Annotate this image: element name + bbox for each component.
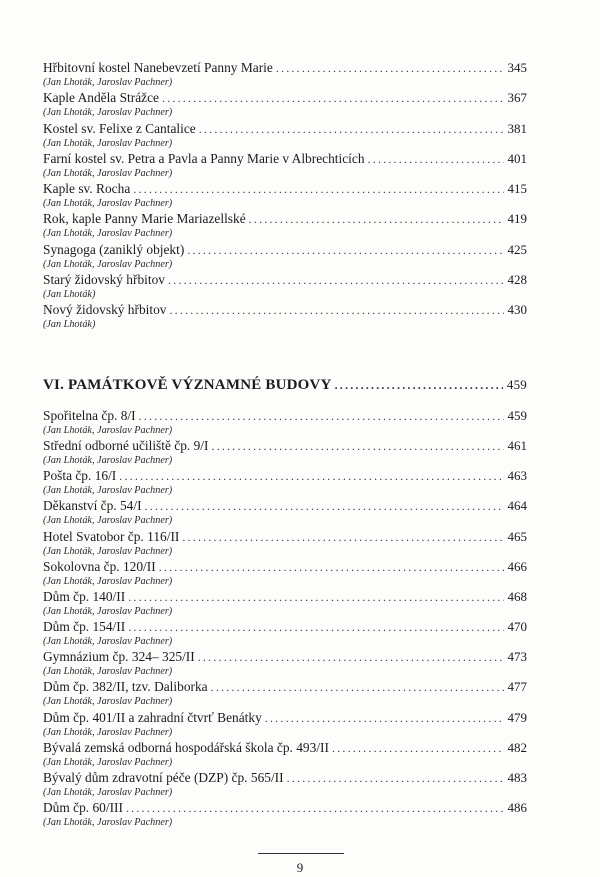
- entry-title: Bývalý dům zdravotní péče (DZP) čp. 565/II: [43, 769, 284, 785]
- dot-leader: [198, 649, 504, 665]
- entry-author: (Jan Lhoták, Jaroslav Pachner): [43, 258, 173, 270]
- dot-leader: [139, 408, 504, 424]
- dot-leader: [145, 498, 504, 514]
- footer-rule: [258, 853, 344, 854]
- dot-leader: [126, 800, 504, 816]
- section-heading-page: 459: [506, 377, 527, 392]
- entry-title: Rok, kaple Panny Marie Mariazellské: [43, 211, 246, 227]
- entry-author: (Jan Lhoták, Jaroslav Pachner): [43, 786, 173, 798]
- dot-leader: [249, 211, 504, 227]
- entry-page: 381: [507, 120, 527, 136]
- entry-page: 464: [507, 498, 527, 514]
- entry-author: (Jan Lhoták, Jaroslav Pachner): [43, 726, 173, 738]
- toc-entry: [43, 468, 527, 497]
- entry-author: (Jan Lhoták, Jaroslav Pachner): [43, 696, 173, 708]
- entry-page: 461: [507, 438, 527, 454]
- entry-page: 477: [507, 679, 527, 695]
- entry-title: Kostel sv. Felixe z Cantalice: [43, 120, 196, 136]
- entry-page: 470: [507, 619, 527, 635]
- entry-title: Farní kostel sv. Petra a Pavla a Panny Marie v Albrechticích: [43, 150, 365, 166]
- entry-page: 367: [507, 90, 527, 106]
- toc-entry: [43, 181, 527, 210]
- toc-entry: [43, 498, 527, 527]
- toc-entry: [43, 649, 527, 678]
- toc-entry: [43, 710, 527, 739]
- entry-title: Dům čp. 140/II: [43, 588, 126, 604]
- toc-entry: [43, 302, 527, 331]
- entry-page: 428: [507, 271, 527, 287]
- dot-leader: [159, 559, 504, 575]
- entry-title: Pošta čp. 16/I: [43, 468, 117, 484]
- dot-leader: [287, 770, 504, 786]
- entry-author: (Jan Lhoták, Jaroslav Pachner): [43, 636, 173, 648]
- entry-title: Kaple sv. Rocha: [43, 181, 131, 196]
- entry-author: (Jan Lhoták, Jaroslav Pachner): [43, 425, 173, 436]
- entry-author: (Jan Lhoták, Jaroslav Pachner): [43, 77, 173, 88]
- entry-title: Děkanství čp. 54/I: [43, 498, 142, 514]
- entry-page: 430: [507, 302, 527, 317]
- section-heading-title: VI. PAMÁTKOVĚ VÝZNAMNÉ BUDOVY: [43, 377, 332, 393]
- entry-title: Dům čp. 401/II a zahradní čtvrť Benátky: [43, 709, 262, 725]
- entry-page: 345: [507, 60, 527, 75]
- entry-author: (Jan Lhoták, Jaroslav Pachner): [43, 485, 173, 497]
- entry-author: (Jan Lhoták, Jaroslav Pachner): [43, 455, 173, 467]
- toc-entry: [43, 438, 527, 467]
- dot-leader: [169, 302, 503, 318]
- entry-author: (Jan Lhoták, Jaroslav Pachner): [43, 228, 173, 240]
- dot-leader: [211, 679, 504, 695]
- entry-author: (Jan Lhoták, Jaroslav Pachner): [43, 515, 173, 527]
- entry-title: Hotel Svatobor čp. 116/II: [43, 528, 180, 544]
- entry-title: Spořitelna čp. 8/I: [43, 408, 136, 423]
- entry-title: Hřbitovní kostel Nanebevzetí Panny Marie: [43, 60, 273, 75]
- toc-entry: [43, 242, 527, 271]
- entry-author: (Jan Lhoták, Jaroslav Pachner): [43, 545, 173, 557]
- dot-leader: [168, 272, 504, 288]
- entry-title: Kaple Anděla Strážce: [43, 90, 159, 106]
- entry-author: (Jan Lhoták, Jaroslav Pachner): [43, 666, 173, 678]
- entry-page: 415: [507, 181, 527, 196]
- dot-leader: [335, 377, 503, 393]
- entry-title: Synagoga (zaniklý objekt): [43, 241, 185, 257]
- page-number: 9: [296, 860, 304, 875]
- dot-leader: [128, 619, 503, 635]
- dot-leader: [187, 242, 503, 258]
- toc-entry: [43, 529, 527, 558]
- entry-page: 479: [507, 709, 527, 725]
- toc-entry: [43, 272, 527, 301]
- entry-page: 473: [507, 649, 527, 665]
- entry-page: 486: [507, 799, 527, 815]
- dot-leader: [332, 740, 504, 756]
- dot-leader: [276, 60, 504, 76]
- entry-page: 482: [507, 739, 527, 755]
- entry-author: (Jan Lhoták, Jaroslav Pachner): [43, 198, 173, 209]
- dot-leader: [212, 438, 504, 454]
- dot-leader: [199, 121, 504, 137]
- section-heading-vi: [43, 377, 527, 393]
- entry-author: (Jan Lhoták, Jaroslav Pachner): [43, 575, 173, 587]
- entry-page: 483: [507, 769, 527, 785]
- dot-leader: [182, 529, 503, 545]
- toc-entry: [43, 60, 527, 89]
- entry-author: (Jan Lhoták): [43, 319, 96, 330]
- entry-author: (Jan Lhoták, Jaroslav Pachner): [43, 605, 173, 617]
- entry-author: (Jan Lhoták): [43, 288, 96, 300]
- entry-title: Dům čp. 60/III: [43, 799, 123, 815]
- entry-page: 463: [507, 468, 527, 484]
- toc-entry: [43, 211, 527, 240]
- toc-entry: [43, 559, 527, 588]
- entry-author: (Jan Lhoták, Jaroslav Pachner): [43, 756, 173, 768]
- toc-entry: [43, 151, 527, 180]
- dot-leader: [162, 90, 504, 106]
- toc-entry: [43, 619, 527, 648]
- entry-author: (Jan Lhoták, Jaroslav Pachner): [43, 107, 173, 119]
- entry-author: (Jan Lhoták, Jaroslav Pachner): [43, 816, 173, 828]
- toc-entry: [43, 121, 527, 150]
- entry-title: Nový židovský hřbitov: [43, 302, 167, 317]
- entry-page: 419: [507, 211, 527, 227]
- toc-entry: [43, 408, 527, 437]
- dot-leader: [133, 181, 503, 197]
- dot-leader: [128, 589, 503, 605]
- dot-leader: [265, 710, 504, 726]
- entry-page: 468: [507, 588, 527, 604]
- toc-entry: [43, 90, 527, 119]
- entry-title: Střední odborné učiliště čp. 9/I: [43, 438, 209, 454]
- entry-page: 459: [507, 408, 527, 423]
- toc-entry: [43, 679, 527, 708]
- entry-title: Dům čp. 154/II: [43, 619, 126, 635]
- entry-page: 401: [507, 150, 527, 166]
- entry-title: Starý židovský hřbitov: [43, 271, 165, 287]
- dot-leader: [368, 151, 504, 167]
- entry-author: (Jan Lhoták, Jaroslav Pachner): [43, 137, 173, 149]
- entry-title: Gymnázium čp. 324– 325/II: [43, 649, 195, 665]
- dot-leader: [119, 468, 503, 484]
- toc-entry: [43, 589, 527, 618]
- entry-page: 425: [507, 241, 527, 257]
- entry-title: Sokolovna čp. 120/II: [43, 558, 156, 574]
- entry-author: (Jan Lhoták, Jaroslav Pachner): [43, 167, 173, 179]
- toc-entry: [43, 800, 527, 829]
- toc-entry: [43, 770, 527, 799]
- toc-entry: [43, 740, 527, 769]
- entry-page: 466: [507, 558, 527, 574]
- entry-title: Bývalá zemská odborná hospodářská škola čp. 493/II: [43, 739, 329, 755]
- entry-page: 465: [507, 528, 527, 544]
- entry-title: Dům čp. 382/II, tzv. Daliborka: [43, 679, 208, 695]
